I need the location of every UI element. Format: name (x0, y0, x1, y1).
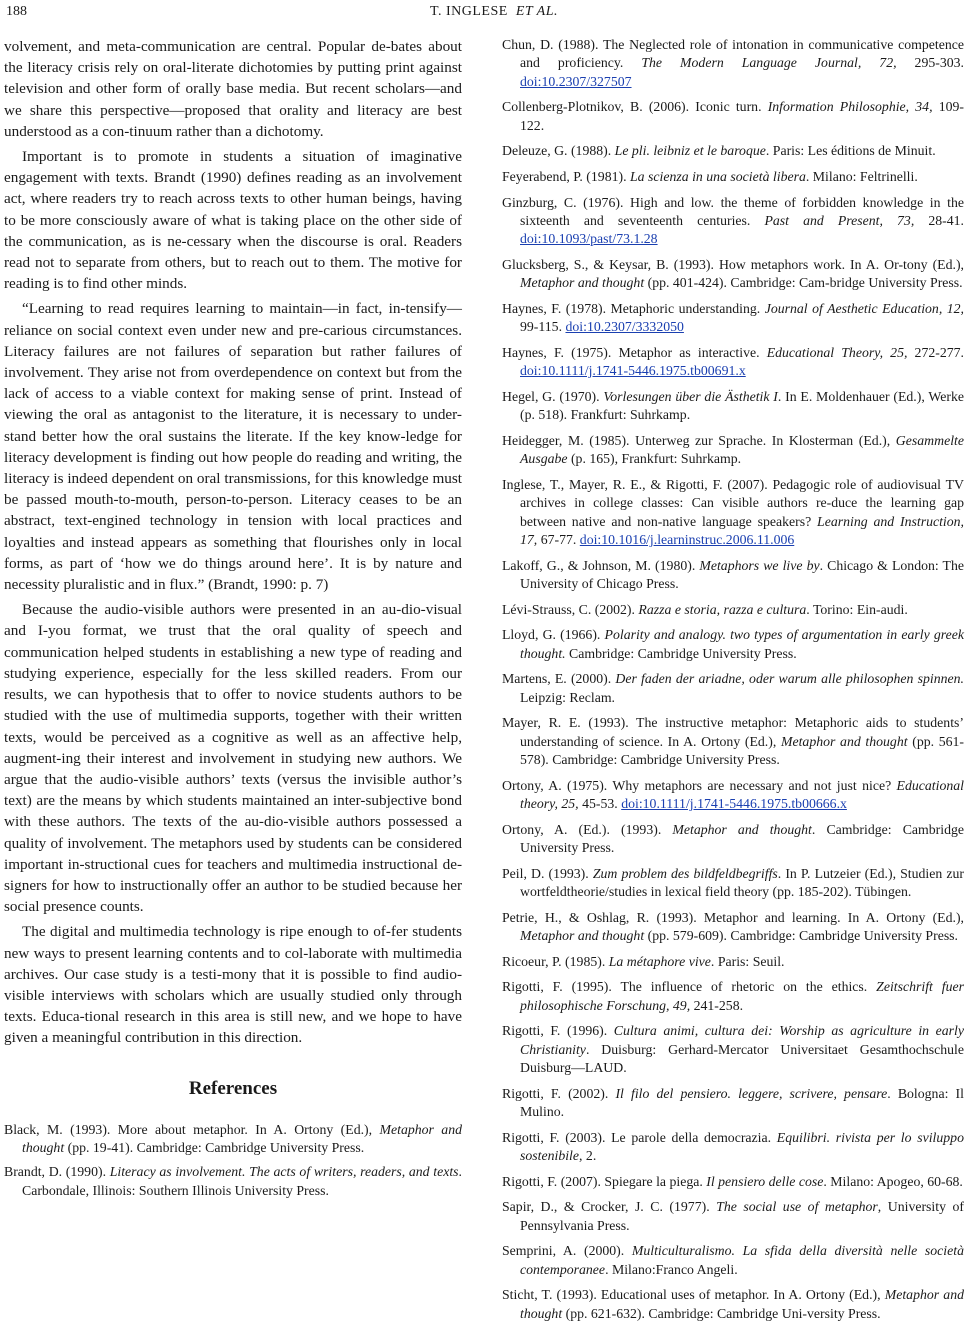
reference-details: 241-258. (690, 997, 744, 1013)
reference-details: 45-53. (578, 796, 622, 812)
body-paragraph: volvement, and meta-communication are central. Popular de-bates about the literacy crisis rely on oral-literate dichotomies by putting print against television and other form of orally base media. But recent scholars—and we share this perspective—proposed that orality and literacy are best understood as a con-tinuum rather than a dichotomy. (4, 38, 462, 140)
reference-source-title: Metaphor and thought (520, 275, 645, 291)
reference-source-title: Il filo del pensiero. leggere, scrivere, pensare (615, 1085, 888, 1101)
reference-source-title: Zeitschrift fuer philosophische Forschung, 49, (520, 979, 964, 1013)
reference-text: Feyerabend, P. (1981). (502, 169, 630, 184)
reference-details: . Torino: Ein-audi. (806, 601, 908, 617)
reference-details: , University of Pennsylvania Press. (520, 1199, 964, 1233)
running-title-etal: ET AL. (515, 4, 558, 19)
reference-source-title: Information Philosophie, 34, (767, 99, 933, 115)
reference-text: Sapir, D., & Crocker, J. C. (1977). (502, 1199, 717, 1215)
reference-details: (pp. 621-632). Cambridge: Cambridge Uni-versity Press. (562, 1305, 881, 1321)
reference-details: . Duisburg: Gerhard-Mercator Universitaet Gesamthochschule Duisburg—LAUD. (520, 1041, 964, 1076)
reference-entry (502, 626, 964, 663)
reference-details: . Cambridge: Cambridge University Press. (520, 821, 965, 856)
reference-text: Hegel, G. (1970). (502, 389, 604, 404)
reference-entry (502, 909, 964, 946)
reference-details: (pp. 401-424). Cambridge: Cam-bridge University Press. (644, 275, 963, 291)
reference-source-title: Equilibri. rivista per lo sviluppo sostenibile (520, 1129, 964, 1164)
reference-source-title: Metaphor and thought (780, 733, 908, 749)
reference-source-title: The Modern Language Journal, 72, (641, 55, 897, 71)
doi-link[interactable]: doi:10.2307/3332050 (565, 319, 684, 335)
reference-entry (502, 1242, 964, 1279)
reference-details: . Carbondale, Illinois: Southern Illinois University Press. (22, 1164, 462, 1198)
reference-details: 99-115. (520, 319, 566, 335)
reference-source-title: Literacy as involvement. The acts of writers, readers, and texts (109, 1164, 459, 1180)
reference-source-title: Journal of Aesthetic Education, 12, (764, 301, 964, 316)
body-paragraph: The digital and multimedia technology is ripe enough to of-fer students new ways to present learning contents and to col-laborate with multimedia archives. Our case study is a testi-mony that it is possible to find audio-visible interviews with scholars which are usually studied only through texts. Educa-tional research in this area is still new, and we hope to have given a meaningful contribution in this direction. (4, 923, 462, 1047)
reference-source-title: Educational theory, 25, (520, 777, 964, 812)
reference-text: Ortony, A. (1975). Why metaphors are necessary and not just nice? (502, 777, 897, 793)
reference-text: Glucksberg, S., & Keysar, B. (1993). How metaphors work. In A. Or-tony (Ed.), (502, 257, 964, 272)
reference-entry (502, 388, 964, 425)
left-column (4, 36, 462, 1206)
doi-link[interactable]: doi:10.1111/j.1741-5446.1975.tb00666.x (621, 796, 847, 812)
reference-entry (502, 953, 964, 971)
reference-source-title: Der faden der ariadne, oder warum alle philosophen spinnen. (615, 671, 964, 687)
reference-details: 28-41. (914, 213, 964, 228)
reference-entry (502, 670, 964, 707)
reference-text: Chun, D. (1988). The Neglected role of intonation in communicative competence and proficiency. (502, 37, 964, 71)
reference-entry (502, 714, 964, 769)
reference-details: . Bologna: Il Mulino. (520, 1085, 964, 1120)
reference-source-title: Gesammelte Ausgabe (520, 433, 964, 467)
reference-details: (pp. 561-578). Cambridge: Cambridge University Press. (520, 733, 965, 768)
reference-entry (502, 256, 964, 293)
reference-text: Black, M. (1993). More about metaphor. In A. Ortony (Ed.), (4, 1121, 380, 1137)
reference-entry (502, 978, 964, 1015)
reference-details: Leipzig: Reclam. (520, 689, 616, 705)
reference-source-title: Past and Present, 73, (764, 213, 915, 228)
right-column (502, 36, 964, 1325)
reference-details: Cambridge: Cambridge University Press. (565, 645, 797, 661)
reference-entry (502, 476, 964, 550)
reference-source-title: La scienza in una società libera (629, 169, 806, 184)
body-paragraph: Important is to promote in students a situation of imaginative engagement with texts. Brandt (1990) defines reading as an involvement act, where readers try to reach across texts to other human beings, having to be more consciously aware of what is taking place on the other side of the communication, as is ne-cessary when the discourse is oral. Readers read not to separate from others, but to reach out to them. The motive for reading is to find other minds. (4, 148, 462, 293)
reference-source-title: Learning and Instruction, 17, (520, 513, 965, 548)
reference-entry (502, 432, 964, 469)
reference-entry (502, 557, 964, 594)
reference-details: 272-277. (907, 345, 964, 360)
reference-text: Rigotti, F. (2002). (502, 1085, 616, 1101)
doi-link[interactable]: doi:10.1016/j.learninstruc.2006.11.006 (579, 532, 795, 548)
reference-details: . Paris: Les éditions de Minuit. (765, 143, 936, 159)
references-heading: References (188, 1077, 278, 1099)
reference-entry (502, 168, 964, 186)
reference-text: Deleuze, G. (1988). (502, 143, 615, 159)
reference-text: Petrie, H., & Oshlag, R. (1993). Metaphor and learning. In A. Ortony (Ed.), (502, 909, 964, 925)
reference-source-title: Multiculturalismo. La sfida della diversità nelle società contemporanee (520, 1243, 964, 1277)
reference-entry (502, 1022, 964, 1077)
running-title (430, 4, 558, 20)
reference-text: Ricoeur, P. (1985). (502, 953, 609, 969)
reference-source-title: Il pensiero delle cose (706, 1173, 824, 1189)
reference-source-title: Cultura animi, cultura dei: Worship as agriculture in early Christianity (520, 1023, 964, 1057)
reference-source-title: Metaphor and thought (672, 821, 812, 837)
reference-entry (502, 142, 964, 160)
reference-entry (502, 1085, 964, 1122)
reference-entry (502, 36, 964, 91)
reference-text: Lakoff, G., & Johnson, M. (1980). (502, 557, 700, 573)
reference-details: . Chicago & London: The University of Chicago Press. (520, 557, 964, 592)
reference-entry (502, 194, 964, 249)
reference-details: , 2. (579, 1148, 597, 1164)
page-number: 188 (6, 4, 27, 19)
reference-entry (502, 1129, 964, 1166)
body-paragraph: Because the audio-visible authors were presented in an au-dio-visual and I-you format, we trust that the oral quality of speech and communication helped students in establishing a new type of reading and studying experience, especially for the less skilled readers. From our results, we can hypothesis that to offer to novice students authors to be studied with the use of multimedia supports, together with their written texts, would be perceived as a cognitive as well as an affective help, augment-ing their interest and involvement in studying new authors. We argue that the audio-visible authors’ texts (versus the invisible author’s text) are the means by which students maintained an inter-subjective bond with these authors. The texts of the au-dio-visible authors possessed a quality of involvement. The metaphors used by students can be considered important in-structional cues for teachers and multimedia instructional de-signers for how to instructionally offer an author to be studied because her social presence counts. (4, 601, 462, 916)
reference-entry (502, 300, 964, 337)
reference-source-title: Metaphors we live by (699, 557, 820, 573)
reference-text: Peil, D. (1993). (502, 865, 593, 881)
reference-text: Haynes, F. (1978). Metaphoric understanding. (502, 301, 765, 316)
reference-details: 295-303. (896, 55, 964, 71)
reference-details: . Milano:Franco Angeli. (605, 1261, 738, 1277)
reference-source-title: Polarity and analogy. two types of argumentation in early greek thought. (520, 627, 965, 661)
reference-details: . Milano: Apogeo, 60-68. (823, 1173, 963, 1189)
reference-entry (502, 1173, 964, 1191)
reference-details: 67-77. (537, 532, 580, 548)
reference-text: Haynes, F. (1975). Metaphor as interactive. (502, 345, 767, 360)
body-paragraph: “Learning to read requires learning to maintain—in fact, in-tensify—reliance on social context even under new and pre-carious circumstances. Literacy failures are not failures of separation but rather failures of involvement. They arise not from overdependence on context but from the lack of access to a viable context for making sense of print. Instead of viewing the oral as antagonist to the literature, it is necessary to under-stand better how the oral sustains the literate. If the key know-ledge for literacy development is finding out how people do reading and writing, the literacy is indeed dependent on oral transmissions, for this knowledge must be passed mouth-to-mouth, person-to-person. Literacy ceases to be an abstract, text-engined technology in tension with local practices and loyalties and instead appears as something that flourishes only in local forms, as part of ‘how we do things around here’. It is by nature and necessity pluralistic and in flux.” (Brandt, 1990: p. 7) (4, 300, 462, 594)
reference-entry (502, 344, 964, 381)
reference-source-title: Educational Theory, 25, (766, 345, 908, 360)
reference-text: Semprini, A. (2000). (502, 1243, 632, 1259)
reference-source-title: La métaphore vive (608, 953, 711, 969)
reference-source-title: Razza e storia, razza e cultura (638, 601, 807, 617)
doi-link[interactable]: doi:10.2307/327507 (520, 73, 632, 89)
reference-source-title: Metaphor and thought (22, 1121, 463, 1155)
reference-entry (502, 601, 964, 619)
reference-text: Heidegger, M. (1985). Unterweg zur Sprache. In Klosterman (Ed.), (502, 433, 896, 448)
reference-entry (502, 865, 964, 902)
reference-source-title: Zum problem des bildfeldbegriffs (592, 865, 778, 881)
reference-details: . Paris: Seuil. (710, 953, 785, 969)
reference-entry (502, 1286, 964, 1323)
reference-text: Rigotti, F. (2007). Spiegare la piega. (502, 1173, 707, 1189)
reference-details: . Milano: Feltrinelli. (805, 169, 918, 184)
reference-text: Rigotti, F. (1996). (502, 1023, 614, 1039)
reference-text: Martens, E. (2000). (502, 671, 616, 687)
reference-details: . In P. Lutzeier (Ed.), Studien zur wortfeldtheorie/studies in lexical field theory (pp. 185-202). Tübingen. (520, 865, 964, 900)
reference-text: Rigotti, F. (1995). The influence of rhetoric on the ethics. (502, 979, 877, 995)
reference-entry (502, 98, 964, 135)
doi-link[interactable]: doi:10.1093/past/73.1.28 (520, 231, 658, 247)
reference-source-title: Vorlesungen über die Ästhetik I (603, 389, 778, 404)
reference-source-title: Le pli. leibniz et le baroque (614, 143, 766, 159)
reference-text: Lévi-Strauss, C. (2002). (502, 601, 639, 617)
reference-text: Brandt, D. (1990). (4, 1164, 110, 1180)
reference-text: Ortony, A. (Ed.). (1993). (502, 821, 673, 837)
reference-source-title: Metaphor and thought (520, 928, 645, 944)
reference-text: Lloyd, G. (1966). (502, 627, 605, 643)
reference-text: Rigotti, F. (2003). Le parole della democrazia. (502, 1129, 777, 1145)
reference-entry (4, 1121, 462, 1158)
running-title-authors: T. INGLESE (429, 4, 508, 19)
reference-details: (pp. 19-41). Cambridge: Cambridge University Press. (64, 1139, 365, 1155)
reference-entry (502, 821, 964, 858)
reference-text: Collenberg-Plotnikov, B. (2006). Iconic turn. (502, 99, 768, 115)
reference-text: Sticht, T. (1993). Educational uses of metaphor. In A. Ortony (Ed.), (502, 1287, 885, 1303)
references-list-right (502, 36, 964, 1323)
doi-link[interactable]: doi:10.1111/j.1741-5446.1975.tb00691.x (520, 363, 746, 379)
reference-details: . In E. Moldenhauer (Ed.), Werke (p. 518). Frankfurt: Suhrkamp. (520, 389, 964, 423)
reference-text: Mayer, R. E. (1993). The instructive metaphor: Metaphoric aids to students’ understanding of science. In A. Ortony (Ed.), (502, 715, 964, 749)
reference-entry (502, 777, 964, 814)
references-list-left (4, 1121, 462, 1201)
reference-text: Ginzburg, C. (1976). High and low. the theme of forbidden knowledge in the sixteenth and seventeenth centuries. (502, 194, 964, 228)
reference-source-title: Metaphor and thought (520, 1287, 964, 1321)
reference-entry (502, 1198, 964, 1235)
reference-details: (pp. 579-609). Cambridge: Cambridge University Press. (644, 928, 959, 944)
reference-source-title: The social use of metaphor (716, 1199, 878, 1215)
reference-details: (p. 165), Frankfurt: Suhrkamp. (567, 451, 742, 467)
reference-text: Inglese, T., Mayer, R. E., & Rigotti, F. (2007). Pedagogic role of audiovisual TV archives in college classes: Can visible authors re-duce the learning gap between native and non-native language speakers? (502, 477, 964, 529)
reference-details: 109-122. (520, 99, 964, 133)
reference-entry (4, 1163, 462, 1200)
